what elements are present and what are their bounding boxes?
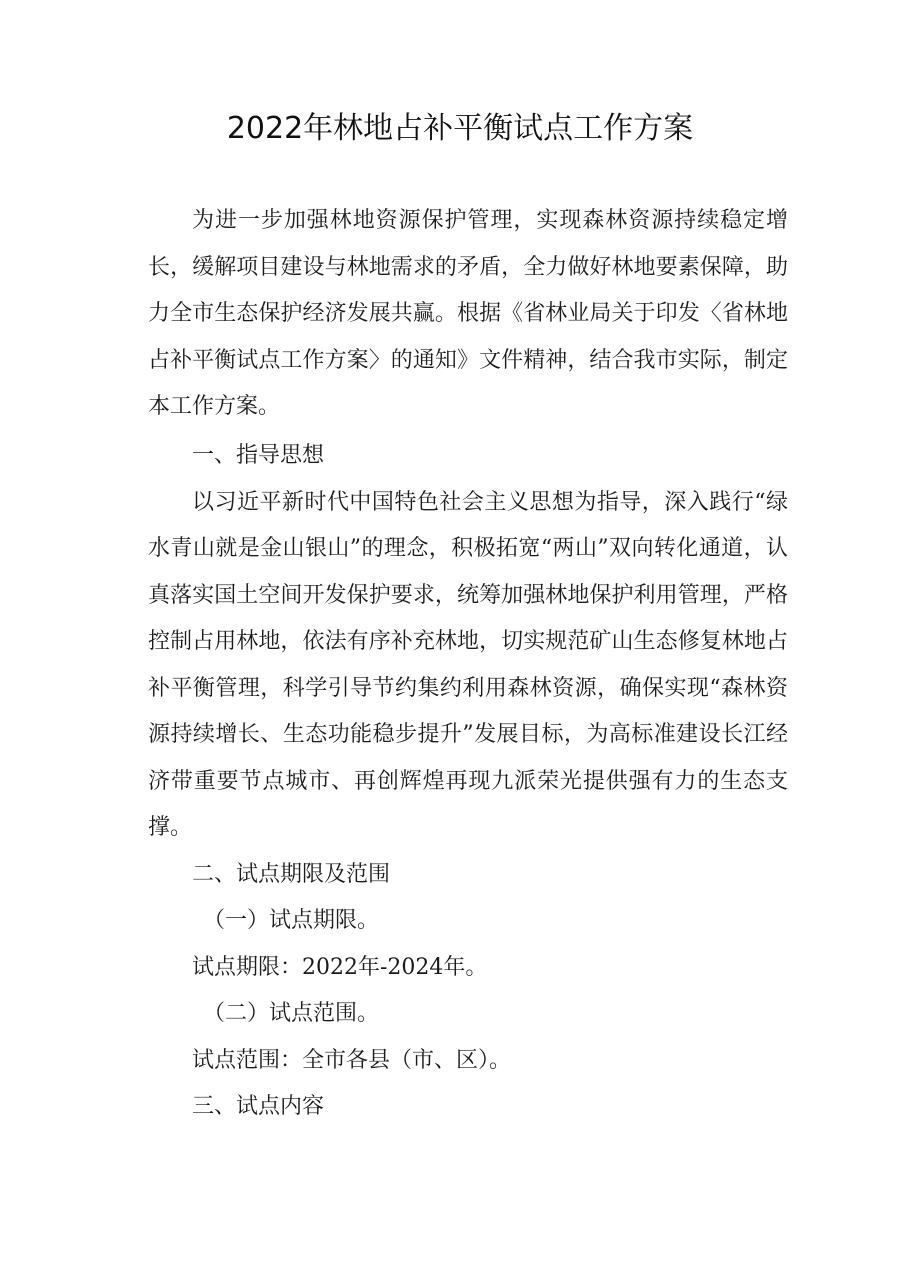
section2-sub1-heading: （一）试点期限。 — [203, 908, 380, 933]
sections-block — [148, 433, 788, 1131]
section3-heading: 三、试点内容 — [192, 1094, 325, 1119]
section1-paragraph: 以习近平新时代中国特色社会主义思想为指导，深入践行“绿水青山就是金山银山”的理念，积极拓宽“两山”双向转化通道，认真落实国土空间开发保护要求，统筹加强林地保护利用管理，严格控制占用林地，依法有序补充林地，切实规范矿山生态修复林地占补平衡管理，科学引导节约集约利用森林资源，确保实现“森林资源持续增长、生态功能稳步提升”发展目标，为高标准建设长江经济带重要节点城市、再创辉煌再现九派荣光提供强有力的生态支撑。 — [148, 489, 788, 840]
section1-heading: 一、指导思想 — [192, 443, 325, 468]
section2-sub1-body: 试点期限：2022年-2024年。 — [192, 954, 488, 980]
section2-heading: 二、试点期限及范围 — [192, 861, 391, 887]
intro-paragraph: 为进一步加强林地资源保护管理，实现森林资源持续稳定增长，缓解项目建设与林地需求的矛盾，全力做好林地要素保障，助力全市生态保护经济发展共赢。根据《省林业局关于印发〈省林地占补平衡试点工作方案〉的通知》文件精神，结合我市实际，制定本工作方案。 — [148, 208, 788, 419]
document-title: 2022年林地占补平衡试点工作方案 — [226, 111, 694, 146]
section2-sub2-body: 试点范围：全市各县（市、区）。 — [192, 1047, 512, 1073]
section2-sub2-heading: （二）试点范围。 — [203, 1001, 380, 1026]
intro-block — [148, 198, 788, 431]
